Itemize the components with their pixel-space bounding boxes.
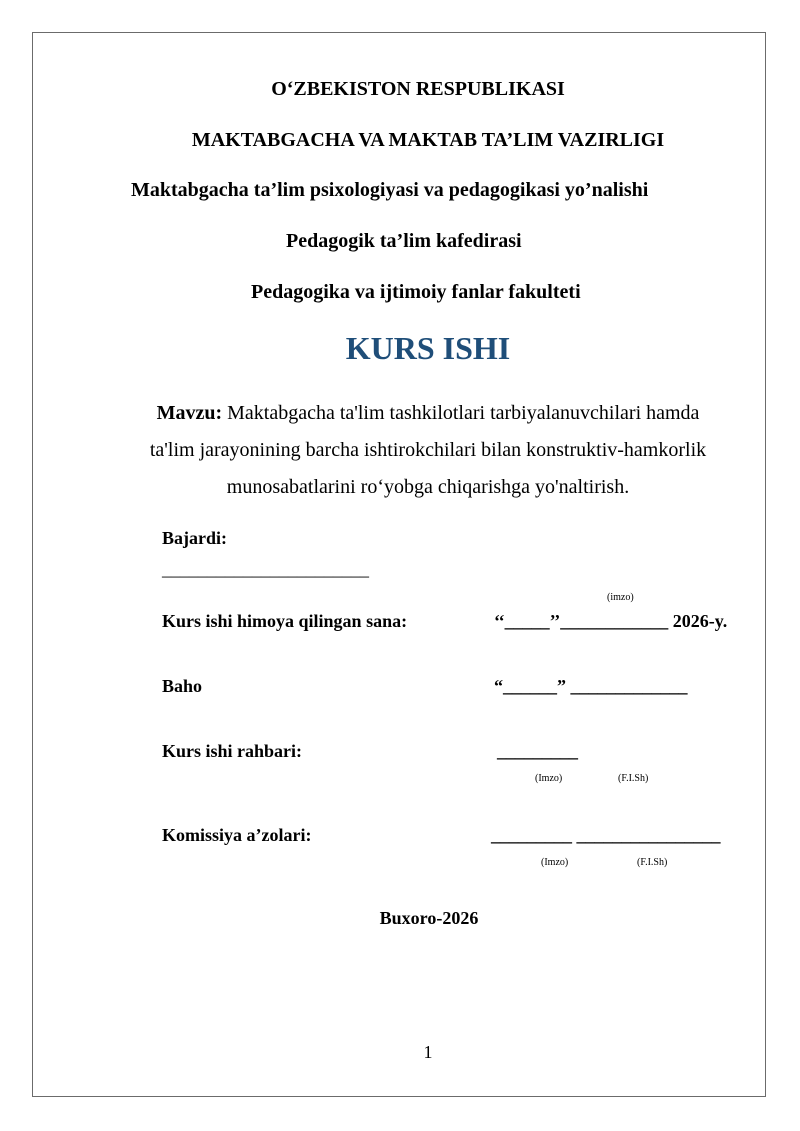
commission-fish-caption: (F.I.Sh) [637, 857, 668, 868]
topic-line-2: ta'lim jarayonining barcha ishtirokchilari bilan konstruktiv-hamkorlik [149, 439, 707, 461]
grade-value: “______” _____________ [494, 676, 688, 696]
city-year: Buxoro-2026 [379, 908, 479, 928]
direction-heading: Maktabgacha ta’lim psixologiyasi va pedagogikasi yo’nalishi [131, 179, 649, 201]
topic-text-1: Maktabgacha ta'lim tashkilotlari tarbiyalanuvchilari hamda [222, 402, 700, 424]
topic-line-3: munosabatlarini ro‘yobga chiqarishga yo'naltirish. [226, 476, 630, 498]
bajardi-label: Bajardi: [162, 528, 227, 548]
defense-date-value: ‘‘_____’’____________ 2026-y. [494, 611, 728, 631]
bajardi-signature-line: _______________________ [162, 559, 369, 579]
department-heading: Pedagogik ta’lim kafedirasi [286, 230, 522, 252]
supervisor-fish-caption: (F.I.Sh) [618, 773, 649, 784]
republic-heading: O‘ZBEKISTON RESPUBLIKASI [271, 78, 565, 100]
commission-label: Komissiya a’zolari: [162, 825, 312, 845]
ministry-heading: MAKTABGACHA VA MAKTAB TA’LIM VAZIRLIGI [191, 129, 665, 151]
faculty-heading: Pedagogika va ijtimoiy fanlar fakulteti [251, 281, 581, 303]
supervisor-signature-line: _________ [497, 741, 578, 761]
document-title: KURS ISHI [345, 330, 511, 366]
topic-block [0, 395, 800, 506]
supervisor-label: Kurs ishi rahbari: [162, 741, 303, 761]
commission-signature-lines: _________ ________________ [491, 825, 721, 845]
topic-label: Mavzu: [156, 402, 223, 424]
imzo-caption: (imzo) [607, 592, 634, 603]
page-number: 1 [423, 1042, 433, 1062]
commission-imzo-caption: (Imzo) [541, 857, 569, 868]
grade-label: Baho [162, 676, 203, 696]
defense-date-label: Kurs ishi himoya qilingan sana: [162, 611, 408, 631]
supervisor-imzo-caption: (Imzo) [535, 773, 563, 784]
topic-line-1 [0, 395, 800, 432]
